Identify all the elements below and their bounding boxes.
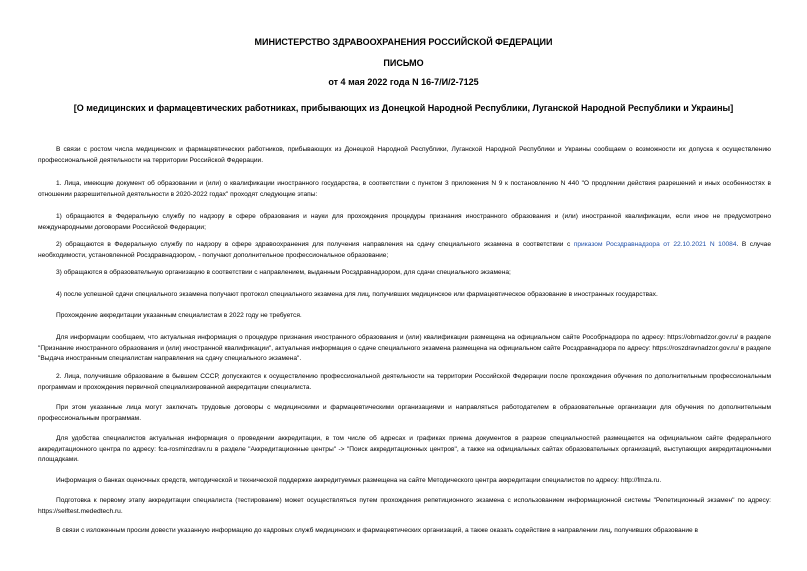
paragraph-request: В связи с изложенным просим довести указанную информацию до кадровых служб медицинских и фармацевтических организаций, а также оказать содействие в направлении лиц, получивших образование в [56, 527, 699, 534]
paragraph-1-step-1: 1) обращаются в Федеральную службу по надзору в сфере образования и науки для прохождения процедуры признания иностранного образования и (или) иностранной квалификации, если иное не предусмотрено международными договорами Российской Федерации; [38, 213, 771, 231]
paragraph-1-step-2-text-a: 2) обращаются в Федеральную службу по надзору в сфере здравоохранения для получения направления на сдачу специального экзамена в соответствии с [56, 241, 574, 248]
paragraph-accreditation-info: Для удобства специалистов актуальная информация о проведении аккредитации, в том числе об адресах и графиках приема документов в разрезе специальностей размещается на официальном сайте федерального аккредитационного центра по адресу: fca-rosminzdrav.ru в разделе "Аккредитационные центры" -> "Поиск аккредитационных центров", а также на официальных сайтах образовательных организаций, выступающих аккредитационными площадками. [38, 435, 771, 463]
paragraph-1-step-2 [38, 240, 771, 261]
paragraph-no-accreditation: Прохождение аккредитации указанным специалистам в 2022 году не требуется. [56, 312, 302, 319]
paragraph-intro: В связи с ростом числа медицинских и фармацевтических работников, прибывающих из Донецкой Народной Республики, Луганской Народной Республики и Украины сообщаем о возможности их допуска к осуществлению профессиональной деятельности на территории Российской Федерации. [38, 146, 771, 164]
paragraph-2: 2. Лица, получившие образование в бывшем СССР, допускаются к осуществлению профессиональной деятельности на территории Российской Федерации после прохождения обучения по дополнительным профессиональным программам и прохождения первичной специализированной аккредитации специалиста. [38, 373, 771, 391]
order-link[interactable]: приказом Росздравнадзора от 22.10.2021 N 10084 [573, 241, 737, 248]
ministry-heading: МИНИСТЕРСТВО ЗДРАВООХРАНЕНИЯ РОССИЙСКОЙ ФЕДЕРАЦИИ [254, 37, 553, 47]
paragraph-1-step-4: 4) после успешной сдачи специального экзамена получают протокол специального экзамена для лиц, получивших медицинское или фармацевтическое образование в иностранных государствах. [56, 291, 658, 298]
document-date-number: от 4 мая 2022 года N 16-7/И/2-7125 [328, 77, 479, 87]
paragraph-1: 1. Лица, имеющие документ об образовании и (или) о квалификации иностранного государства, в соответствии с пунктом 3 приложения N 9 к постановлению N 440 "О продлении действия разрешений и иных особенностях в отношении разрешительной деятельности в 2020-2022 годах" проходят следующие этапы: [38, 180, 771, 198]
paragraph-assessment-banks: Информация о банках оценочных средств, методической и технической поддержке аккредитуемых размещена на сайте Методического центра аккредитации специалистов по адресу: http://fmza.ru. [56, 477, 662, 484]
paragraph-1-step-2-text-b: . В случае необходимости, установленной Росздравнадзором, - получают дополнительное профессиональное образование; [38, 241, 771, 259]
document-title: [О медицинских и фармацевтических работниках, прибывающих из Донецкой Народной Республики, Луганской Народной Республики и Украины] [73, 103, 734, 113]
paragraph-rehearsal-exam: Подготовка к первому этапу аккредитации специалиста (тестирование) может осуществляться путем прохождения репетиционного экзамена с использованием информационной системы "Репетиционный экзамен" по адресу: https://selftest.mededtech.ru. [38, 497, 771, 515]
paragraph-labor-contracts: При этом указанные лица могут заключать трудовые договоры с медицинскими и фармацевтическими организациями и направляться работодателем в образовательные организации для обучения по дополнительным профессиональным программам. [38, 404, 771, 422]
document-type: ПИСЬМО [383, 58, 424, 68]
paragraph-1-step-3: 3) обращаются в образовательную организацию в соответствии с направлением, выданным Росздравнадзором, для сдачи специального экзамена; [56, 269, 511, 276]
paragraph-info-sites: Для информации сообщаем, что актуальная информация о процедуре признания иностранного образования и (или) квалификации размещена на официальном сайте Рособрнадзора по адресу: https://obrnadzor.gov.ru/ в разделе "Признание иностранного образования и (или) иностранной квалификации", актуальная информация о сдаче специального экзамена размещена на официальном сайте Росздравнадзора по адресу: https://roszdravnadzor.gov.ru/ в разделе "Выдача иностранным специалистам направления на сдачу специального экзамена". [38, 334, 771, 362]
